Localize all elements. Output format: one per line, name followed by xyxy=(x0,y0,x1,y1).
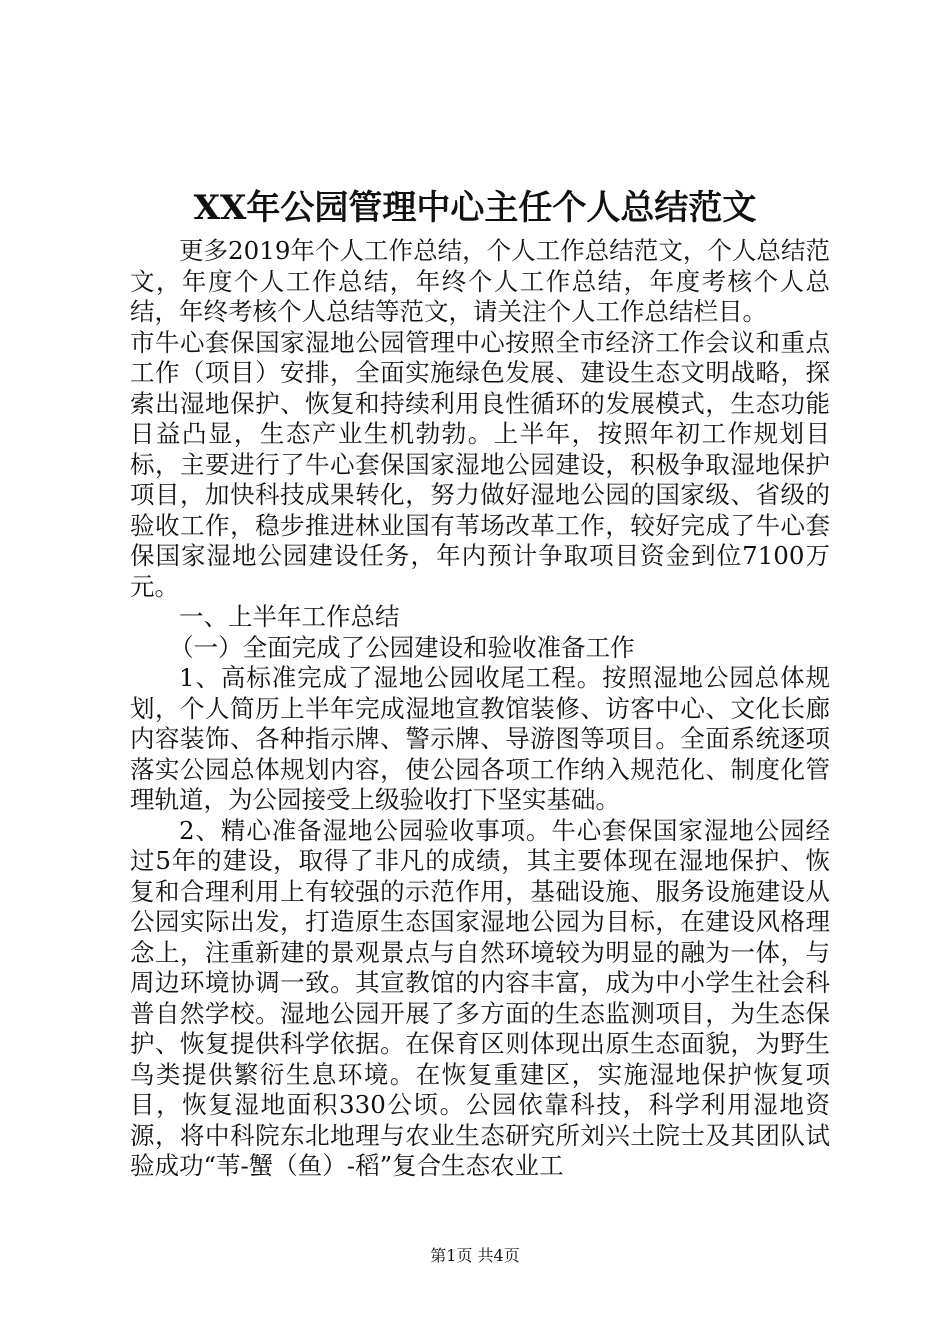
document-body xyxy=(130,236,830,1182)
subsection-heading: （一）全面完成了公园建设和验收准备工作 xyxy=(169,632,635,662)
paragraph-intro: 更多2019年个人工作总结，个人工作总结范文，个人总结范文，年度个人工作总结，年终个人工作总结，年度考核个人总结，年终考核个人总结等范文，请关注个人工作总结栏目。 xyxy=(130,236,830,326)
document-title: XX年公园管理中心主任个人总结范文 xyxy=(193,188,757,228)
paragraph-item-2: 2、精心准备湿地公园验收事项。牛心套保国家湿地公园经过5年的建设，取得了非凡的成绩，其主要体现在湿地保护、恢复和合理利用上有较强的示范作用，基础设施、服务设施建设从公园实际出发，打造原生态国家湿地公园为目标，在建设风格理念上，注重新建的景观景点与自然环境较为明显的融为一体，与周边环境协调一致。其宣教馆的内容丰富，成为中小学生社会科普自然学校。湿地公园开展了多方面的生态监测项目，为生态保护、恢复提供科学依据。在保育区则体现出原生态面貌，为野生鸟类提供繁衍生息环境。在恢复重建区，实施湿地保护恢复项目，恢复湿地面积330公顷。公园依靠科技，科学利用湿地资源，将中科院东北地理与农业生态研究所刘兴土院士及其团队试验成功“苇-蟹（鱼）-稻”复合生态农业工 xyxy=(130,815,830,1180)
page-footer: 第1页 共4页 xyxy=(430,1246,520,1265)
paragraph-overview: 市牛心套保国家湿地公园管理中心按照全市经济工作会议和重点工作（项目）安排，全面实施绿色发展、建设生态文明战略，探索出湿地保护、恢复和持续利用良性循环的发展模式，生态功能日益凸显，生态产业生机勃勃。上半年，按照年初工作规划目标，主要进行了牛心套保国家湿地公园建设，积极争取湿地保护项目，加快科技成果转化，努力做好湿地公园的国家级、省级的验收工作，稳步推进林业国有苇场改革工作，较好完成了牛心套保国家湿地公园建设任务，年内预计争取项目资金到位7100万元。 xyxy=(130,327,830,601)
section-heading: 一、上半年工作总结 xyxy=(179,602,400,631)
paragraph-item-1: 1、高标准完成了湿地公园收尾工程。按照湿地公园总体规划，个人简历上半年完成湿地宣教馆装修、访客中心、文化长廊内容装饰、各种指示牌、警示牌、导游图等项目。全面系统逐项落实公园总体规划内容，使公园各项工作纳入规范化、制度化管理轨道，为公园接受上级验收打下坚实基础。 xyxy=(130,663,830,814)
